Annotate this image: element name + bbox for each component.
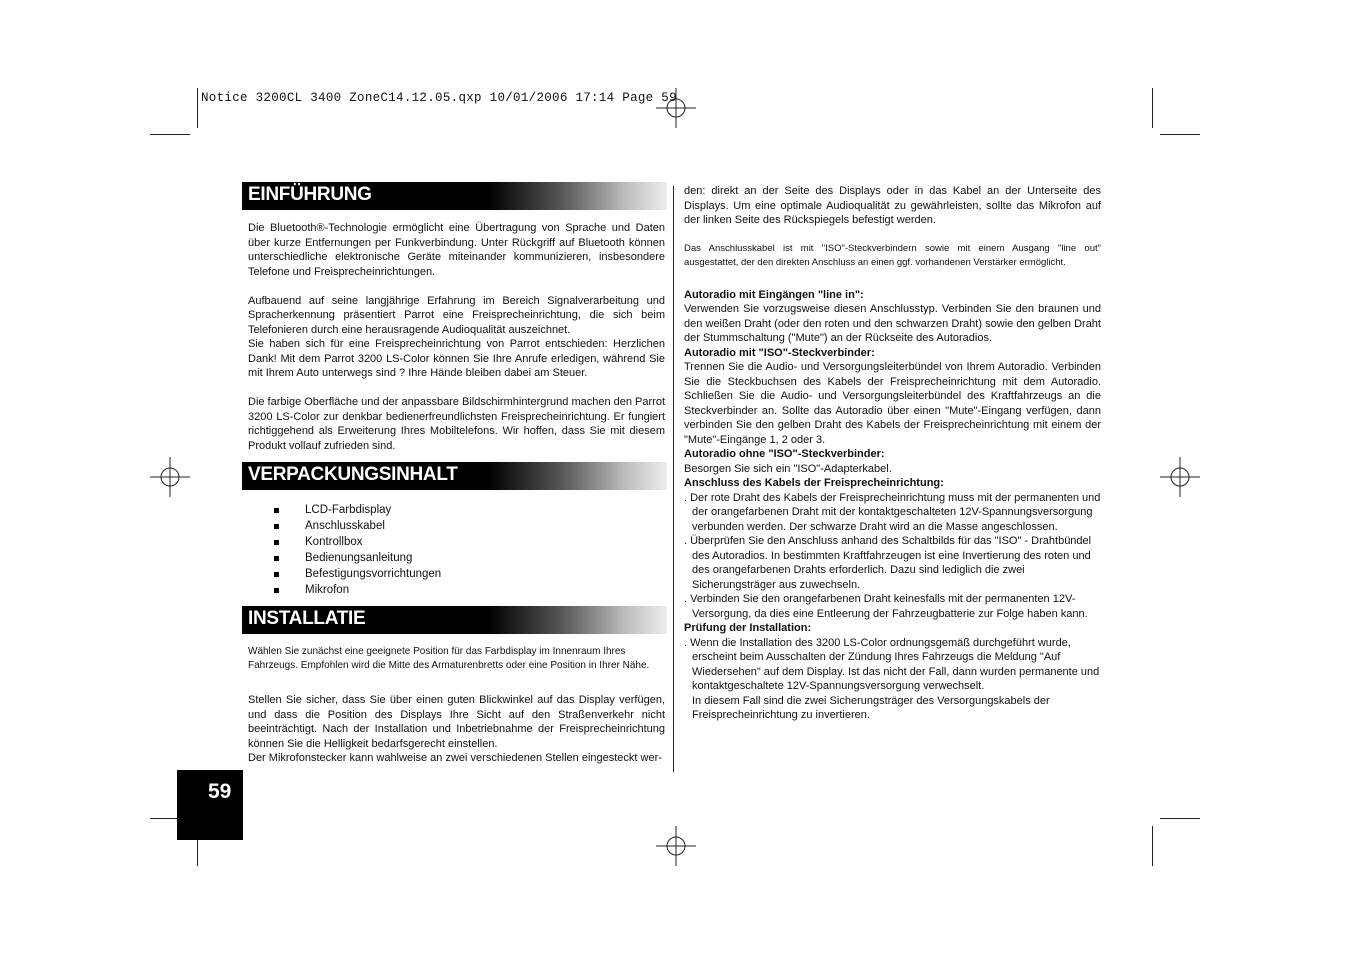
- list-item: . Wenn die Installation des 3200 LS-Color ordnungsgemäß durchgeführt wurde, erscheint beim Ausschalten der Zündung Ihres Fahrzeugs die Meldung "Auf Wiedersehen" auf dem Display. Ist das nicht der Fall, dann wurden permanente und kontaktgeschaltete 12V-Spannungsversorgung verwechselt.: [684, 636, 1100, 692]
- crop-mark: [197, 88, 198, 128]
- crop-mark: [1152, 88, 1153, 128]
- section-title: VERPACKUNGSINHALT: [248, 464, 458, 485]
- list-item: Anschlusskabel: [272, 518, 441, 534]
- page-number: 59: [208, 780, 232, 803]
- installatie-text: [248, 645, 665, 766]
- list-item: LCD-Farbdisplay: [272, 502, 441, 518]
- print-slug: Notice 3200CL 3400 ZoneC14.12.05.qxp 10/01/2006 17:14 Page 59: [201, 91, 677, 105]
- paragraph: Stellen Sie sicher, dass Sie über einen guten Blickwinkel auf das Display verfügen, und dass die Position des Displays Ihre Sicht auf den Straßenverkehr nicht beeinträchtigt. Nach der Installation und Inbetriebnahme der Freisprecheinrichtung können Sie die Helligkeit bedarfsgerecht einstellen.: [248, 694, 665, 750]
- subheading: Autoradio mit "ISO"-Steckverbinder:: [684, 346, 875, 359]
- paragraph: Die farbige Oberfläche und der anpassbare Bildschirmhintergrund machen den Parrot 3200 LS-Color zur denkbar bedienerfreundlichsten Freisprecheinrichtung. Er fungiert richtiggehend als Erweiterung Ihres Mobiltelefons. Wir hoffen, dass Sie mit diesem Produkt vollauf zufrieden sind.: [248, 396, 666, 452]
- section-header-einfuehrung: [242, 182, 667, 210]
- section-title: EINFÜHRUNG: [248, 184, 372, 205]
- subheading: Anschluss des Kabels der Freisprecheinrichtung:: [684, 477, 944, 489]
- paragraph: Aufbauend auf seine langjährige Erfahrung im Bereich Signalverarbeitung und Spracherkennung präsentiert Parrot eine Freisprecheinrichtung, die sich beim Telefonieren durch eine herausragende Audioqualität auszeichnet.: [248, 294, 665, 336]
- subheading: Autoradio mit Eingängen "line in":: [684, 288, 864, 301]
- subheading: Prüfung der Installation:: [684, 622, 812, 634]
- list-item: . Verbinden Sie den orangefarbenen Draht keinesfalls mit der permanenten 12V-Versorgung, da dies eine Entleerung der Fahrzeugbatterie zur Folge haben kann.: [684, 593, 1088, 620]
- paragraph: Sie haben sich für eine Freisprecheinrichtung von Parrot entschieden: Herzlichen Dank! Mit dem Parrot 3200 LS-Color können Sie Ihre Anrufe erledigen, während Sie mit Ihrem Auto unterwegs sind ? Ihre Hände bleiben dabei am Steuer.: [248, 338, 665, 379]
- list-item: . Der rote Draht des Kabels der Freisprecheinrichtung muss mit der permanenten und der orangefarbenen Draht mit der kontaktgeschalteten 12V-Spannungsversorgung verbunden werden. Der schwarze Draht wird an die Masse angeschlossen.: [684, 491, 1101, 533]
- list-item: Mikrofon: [272, 582, 441, 598]
- paragraph: Wählen Sie zunächst eine geeignete Position für das Farbdisplay im Innenraum Ihres Fahrzeugs. Empfohlen wird die Mitte des Armaturenbretts oder eine Position in Ihrer Nähe.: [248, 646, 650, 671]
- right-column-text: [684, 184, 1101, 723]
- crop-mark: [1160, 134, 1200, 135]
- paragraph: Trennen Sie die Audio- und Versorgungsleiterbündel von Ihrem Autoradio. Verbinden Sie die Steckbuchsen des Kabels der Freisprecheinrichtung mit dem Autoradio. Schließen Sie die Audio- und Versorgungsleiterbündel des Kraftfahrzeugs an die Steckverbinder an. Sollte das Autoradio über einen "Mute"-Eingang verfügen, dann verbinden Sie den gelben Draht des Kabels der Freisprecheinrichtung mit einem der "Mute"-Eingänge 1, 2 oder 3.: [684, 361, 1101, 446]
- list-item: Kontrollbox: [272, 534, 441, 550]
- registration-mark-icon: [1160, 457, 1200, 497]
- einfuehrung-text: [248, 221, 665, 453]
- column-divider: [673, 186, 674, 772]
- paragraph: In diesem Fall sind die zwei Sicherungsträger des Versorgungskabels der Freisprecheinrichtung zu invertieren.: [692, 694, 1050, 721]
- paragraph: Das Anschlusskabel ist mit "ISO"-Steckverbindern sowie mit einem Ausgang "line out" ausgestattet, der den direkten Anschluss an einen ggf. vorhandenen Verstärker ermöglicht.: [684, 242, 1101, 268]
- paragraph: Die Bluetooth®-Technologie ermöglicht eine Übertragung von Sprache und Daten über kurze Entfernungen per Funkverbindung. Unter Rückgriff auf Bluetooth können unterschiedliche elektronische Geräte miteinander kommunizieren, insbesondere Telefone und Freisprecheinrichtungen.: [248, 222, 665, 278]
- paragraph: Der Mikrofonstecker kann wahlweise an zwei verschiedenen Stellen eingesteckt wer-: [248, 752, 662, 764]
- subheading: Autoradio ohne "ISO"-Steckverbinder:: [684, 448, 885, 460]
- package-contents-list: [272, 502, 441, 598]
- paragraph: den: direkt an der Seite des Displays oder in das Kabel an der Unterseite des Displays. Um eine optimale Audioqualität zu gewährleisten, sollte das Mikrofon auf der linken Seite des Rückspiegels befestigt werden.: [684, 185, 1101, 226]
- crop-mark: [150, 134, 190, 135]
- section-title: INSTALLATIE: [248, 608, 366, 629]
- registration-mark-icon: [656, 88, 696, 128]
- paragraph: Besorgen Sie sich ein "ISO"-Adapterkabel.: [684, 462, 892, 475]
- section-header-verpackungsinhalt: [242, 462, 667, 490]
- crop-mark: [1160, 818, 1200, 819]
- list-item: Bedienungsanleitung: [272, 550, 441, 566]
- paragraph: Verwenden Sie vorzugsweise diesen Anschlusstyp. Verbinden Sie den braunen und den weißen Draht (oder den roten und den schwarzen Draht) sowie den gelben Draht der Stummschaltung ("Mute") an der Rückseite des Autoradios.: [684, 303, 1101, 344]
- list-item: . Überprüfen Sie den Anschluss anhand des Schaltbilds für das "ISO" - Drahtbündel des Autoradios. In bestimmten Kraftfahrzeugen ist eine Invertierung des roten und des orangefarbenen Drahts erforderlich. Dazu sind lediglich die zwei Sicherungsträger aus zuwechseln.: [684, 535, 1092, 591]
- list-item: Befestigungsvorrichtungen: [272, 566, 441, 582]
- page-number-box: [177, 770, 243, 840]
- crop-mark: [1152, 826, 1153, 866]
- registration-mark-icon: [656, 826, 696, 866]
- registration-mark-icon: [150, 457, 190, 497]
- section-header-installatie: [242, 606, 667, 634]
